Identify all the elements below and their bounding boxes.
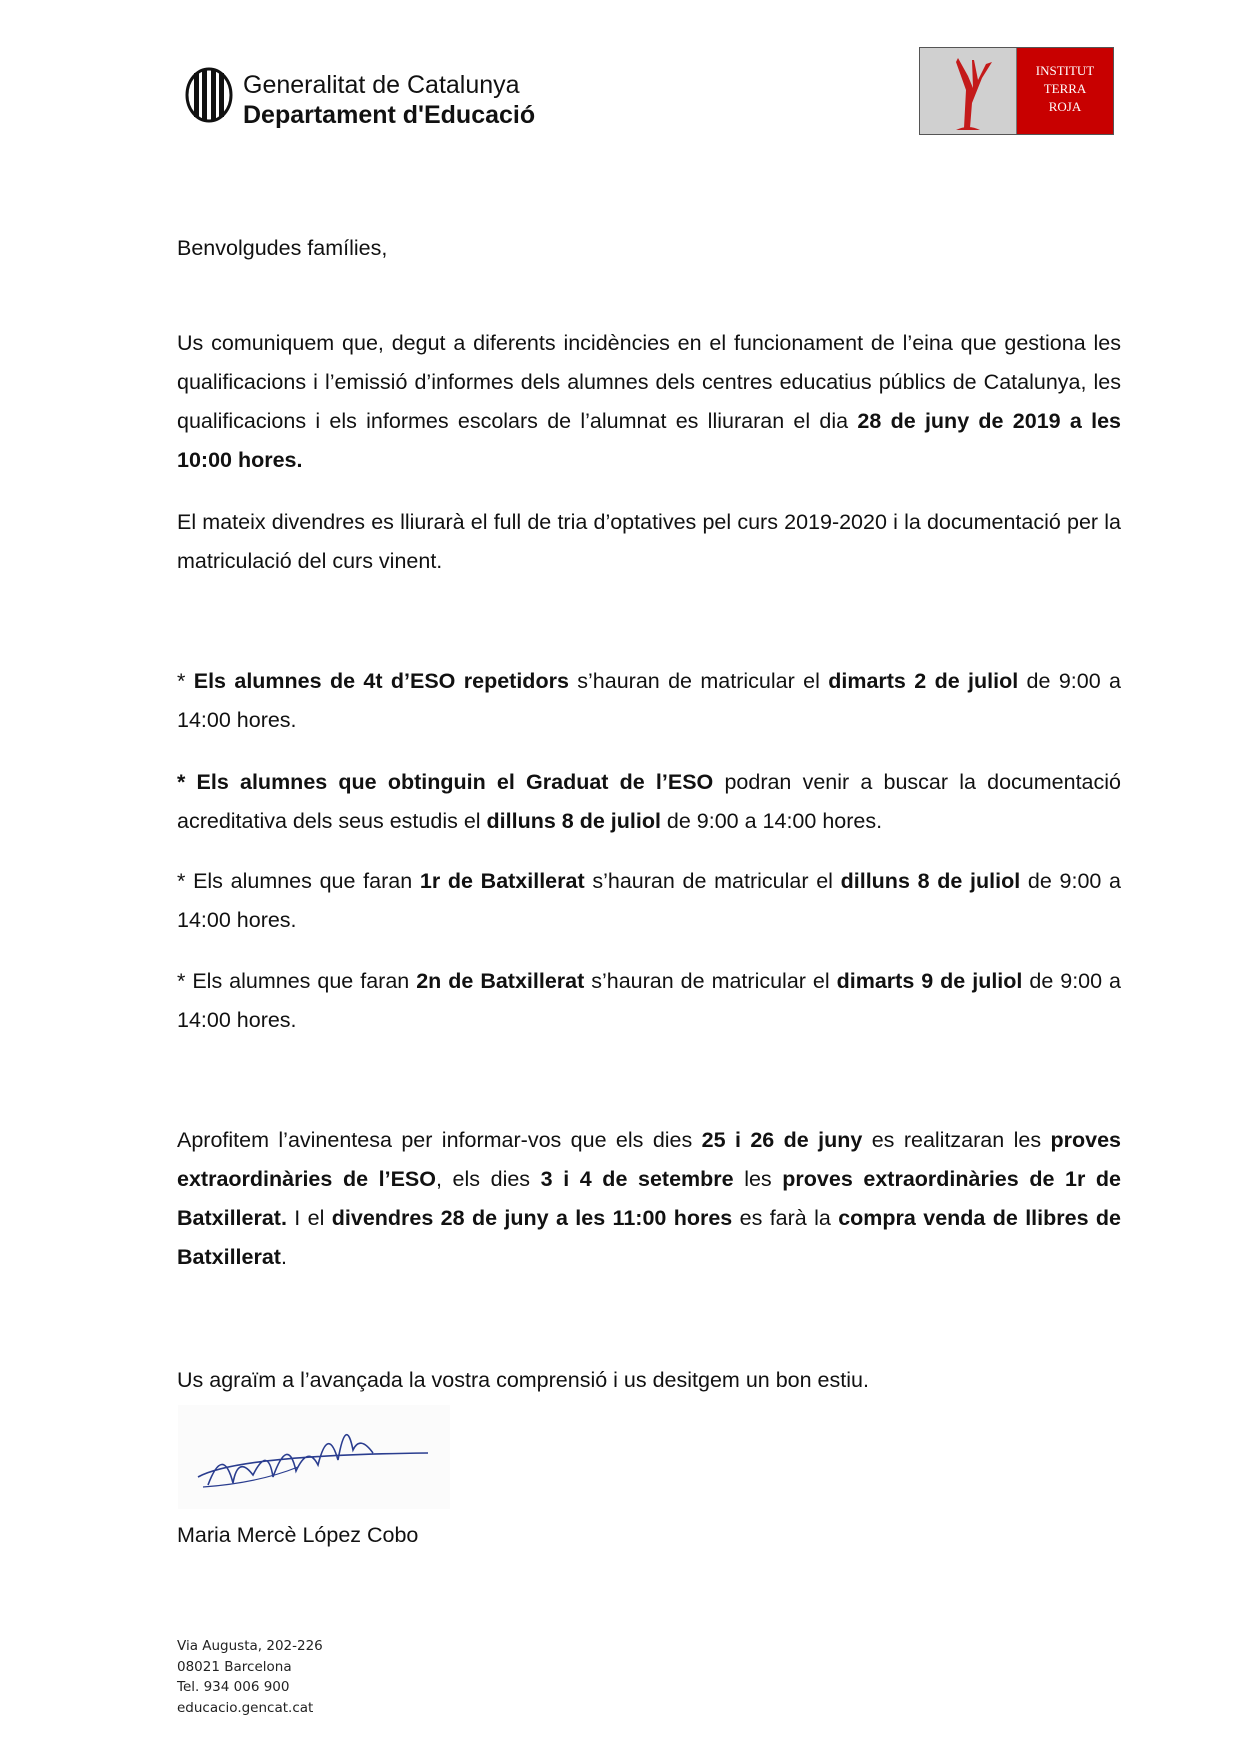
text-segment: de 9:00 a 14:00 hores.: [177, 869, 1122, 932]
text-segment: les: [733, 1167, 783, 1191]
org-name: Generalitat de Catalunya: [243, 71, 520, 99]
bold-text-segment: divendres 28 de juny a les 11:00 hores: [331, 1206, 733, 1230]
text-segment: Aprofitem l’avinentesa per informar-vos que els dies: [177, 1128, 702, 1152]
greeting: Benvolgudes famílies,: [177, 236, 388, 260]
item-1r-batxillerat: [177, 862, 1121, 940]
text-segment: El mateix divendres es lliurarà el full de tria d’optatives pel curs 2019-2020 i la documentació per la matriculació del curs vinent.: [177, 510, 1121, 573]
item-4t-eso-repeaters: [177, 662, 1121, 740]
bold-text-segment: 28 de juny de 2019 a les 10:00 hores.: [177, 409, 1122, 472]
text-segment: * Els alumnes que faran: [177, 869, 420, 893]
text-segment: s’hauran de matricular el: [568, 669, 829, 693]
footer-city: 08021 Barcelona: [177, 1658, 292, 1675]
logo-text-line: TERRA: [1043, 81, 1087, 96]
footer-website: educacio.gencat.cat: [177, 1699, 314, 1716]
text-segment: .: [280, 1245, 287, 1269]
footer-contact: [177, 1636, 323, 1718]
text-segment: es realitzaran les: [862, 1128, 1051, 1152]
closing-paragraph: [177, 1361, 1121, 1400]
school-logo: [919, 47, 1114, 135]
generalitat-coat-of-arms-icon: [184, 67, 234, 123]
text-segment: s’hauran de matricular el: [584, 969, 837, 993]
bold-text-segment: * Els alumnes que obtinguin el Graduat de l’ESO: [177, 770, 714, 794]
signature-image: [178, 1405, 450, 1509]
text-segment: es farà la: [732, 1206, 839, 1230]
bold-text-segment: 3 i 4 de setembre: [540, 1167, 734, 1191]
bold-text-segment: 1r de Batxillerat: [419, 869, 585, 893]
bold-text-segment: 2n de Batxillerat: [416, 969, 585, 993]
text-segment: Us comuniquem que, degut a diferents incidències en el funcionament de l’eina que gestiona les qualificacions i l’emissió d’informes dels alumnes dels centres educatius públics de Catalunya, les qualificacions i els informes escolars de l’alumnat es lliuraran el dia: [177, 331, 1121, 433]
text-segment: podran venir a buscar la documentació acreditativa dels seus estudis el: [177, 770, 1121, 833]
text-segment: de 9:00 a 14:00 hores.: [660, 809, 883, 833]
bold-text-segment: compra venda de llibres de Batxillerat: [177, 1206, 1121, 1269]
text-segment: Us agraïm a l’avançada la vostra comprensió i us desitgem un bon estiu.: [177, 1368, 869, 1392]
text-segment: de 9:00 a 14:00 hores.: [177, 969, 1122, 1032]
bold-text-segment: Els alumnes de 4t d’ESO repetidors: [193, 669, 569, 693]
paragraph-optional-subjects: [177, 503, 1121, 581]
logo-text-line: INSTITUT: [1035, 63, 1095, 78]
text-segment: * Els alumnes que faran: [177, 969, 417, 993]
paragraph-grades-delivery: [177, 324, 1121, 480]
bold-text-segment: dimarts 9 de juliol: [836, 969, 1023, 993]
logo-text-line: ROJA: [1048, 99, 1082, 114]
bold-text-segment: proves extraordinàries de 1r de Batxillerat.: [177, 1167, 1121, 1230]
text-segment: , els dies: [435, 1167, 541, 1191]
item-eso-graduates: [177, 763, 1121, 841]
item-2n-batxillerat: [177, 962, 1121, 1040]
text-segment: *: [177, 669, 194, 693]
bold-text-segment: dimarts 2 de juliol: [828, 669, 1019, 693]
text-segment: I el: [286, 1206, 332, 1230]
tree-icon: [920, 48, 1017, 134]
text-segment: s’hauran de matricular el: [584, 869, 841, 893]
bold-text-segment: dilluns 8 de juliol: [840, 869, 1021, 893]
signatory-name: Maria Mercè López Cobo: [177, 1523, 419, 1547]
footer-phone: Tel. 934 006 900: [177, 1679, 290, 1695]
bold-text-segment: proves extraordinàries de l’ESO: [177, 1128, 1121, 1191]
department-name: Departament d'Educació: [243, 101, 536, 129]
bold-text-segment: dilluns 8 de juliol: [486, 809, 661, 833]
paragraph-extraordinary-exams: [177, 1121, 1121, 1277]
text-segment: de 9:00 a 14:00 hores.: [177, 669, 1121, 732]
bold-text-segment: 25 i 26 de juny: [701, 1128, 863, 1152]
footer-address: Via Augusta, 202-226: [177, 1638, 323, 1654]
